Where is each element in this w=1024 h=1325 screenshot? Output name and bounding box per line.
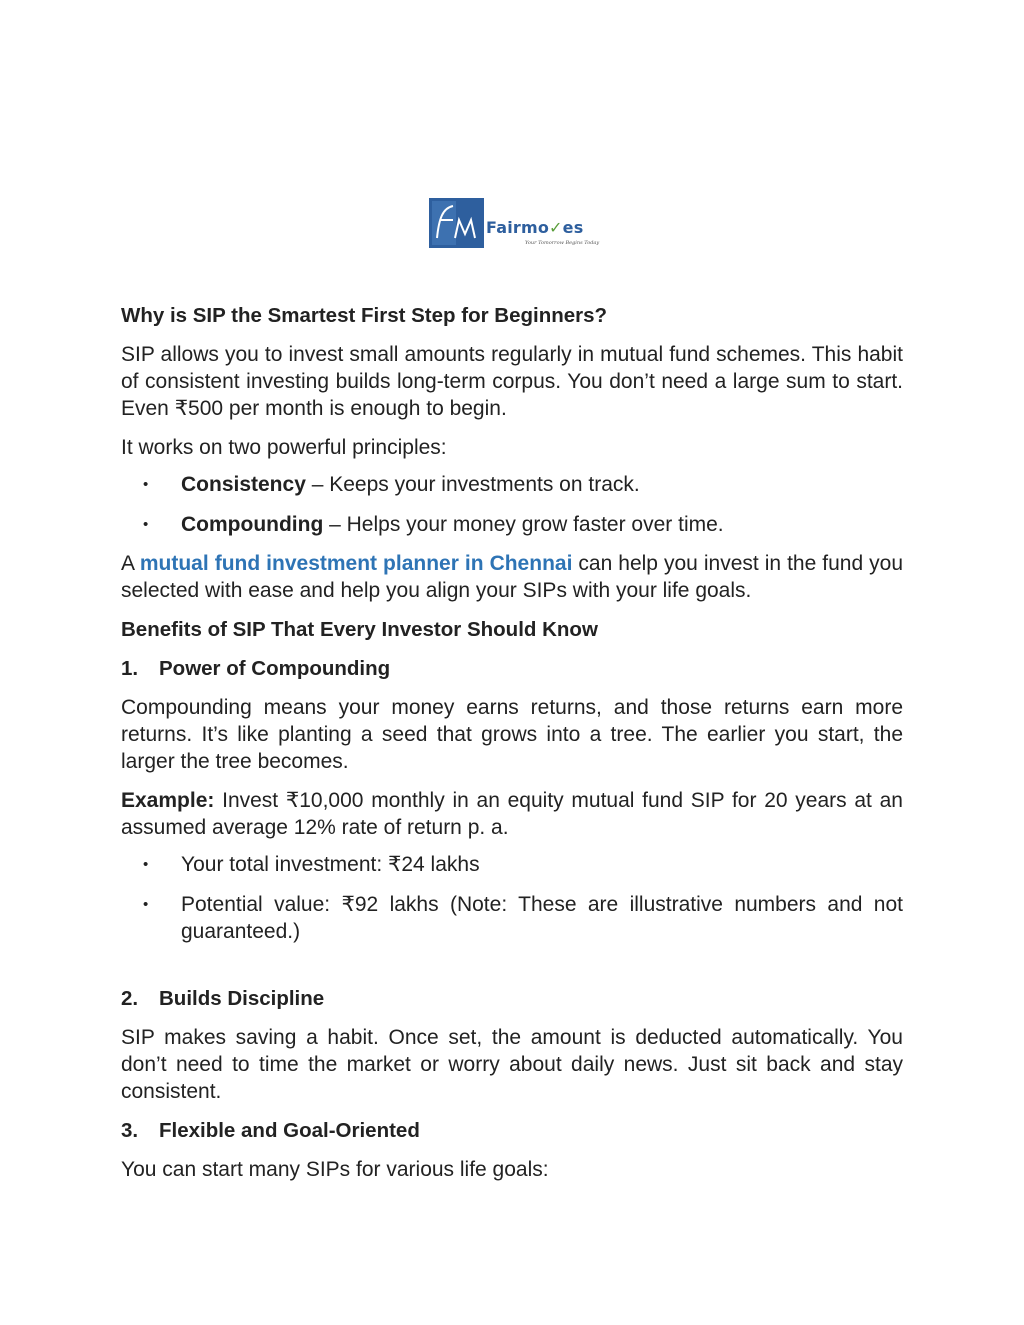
paragraph-discipline: SIP makes saving a habit. Once set, the amount is deducted automatically. You don’t need to time the market or worry about daily news. Just sit back and stay consistent. — [121, 1026, 903, 1103]
paragraph-principles-intro: It works on two powerful principles: — [121, 436, 447, 459]
article-body — [121, 302, 903, 1183]
paragraph-planner: A mutual fund investment planner in Chennai can help you invest in the fund you selected with ease and help you align your SIPs with your life goals. — [121, 552, 904, 602]
list-item: • Compounding – Helps your money grow faster over time. — [143, 513, 724, 536]
tick-icon: ✓ — [549, 218, 563, 237]
list-item: • Your total investment: ₹24 lakhs — [143, 853, 480, 876]
example-list — [121, 851, 903, 945]
bullet-icon: • — [143, 476, 149, 493]
paragraph-example: Example: Invest ₹10,000 monthly in an equity mutual fund SIP for 20 years at an assumed average 12% rate of return p. a. — [121, 789, 903, 839]
bullet-icon: • — [143, 896, 149, 913]
heading-benefits: Benefits of SIP That Every Investor Should Know — [121, 618, 598, 641]
bullet-icon: • — [143, 856, 149, 873]
heading-why-sip: Why is SIP the Smartest First Step for Beginners? — [121, 304, 608, 327]
paragraph-sip-intro: SIP allows you to invest small amounts regularly in mutual fund schemes. This habit of consistent investing builds long-term corpus. You don’t need a large sum to start. Even ₹500 per month is enough to begin. — [121, 343, 903, 420]
fairmoves-logo — [429, 198, 599, 250]
bullet-icon: • — [143, 516, 149, 533]
example-label: Example: — [121, 789, 215, 812]
logo-wordmark: Fairmo✓es — [486, 218, 584, 237]
planner-link[interactable]: mutual fund investment planner in Chennai — [139, 552, 573, 575]
fm-monogram-icon — [429, 198, 484, 248]
section-title-compounding: 1. Power of Compounding — [121, 657, 391, 680]
paragraph-compounding: Compounding means your money earns returns, and those returns earn more returns. It’s like planting a seed that grows into a tree. The earlier you start, the larger the tree becomes. — [121, 696, 903, 773]
section-title-flexible: 3. Flexible and Goal-Oriented — [121, 1119, 420, 1142]
principles-list — [121, 471, 903, 538]
list-item: • Potential value: ₹92 lakhs (Note: These are illustrative numbers and not guaranteed.) — [143, 893, 903, 943]
section-title-discipline: 2. Builds Discipline — [121, 987, 325, 1010]
paragraph-flexible: You can start many SIPs for various life goals: — [121, 1158, 549, 1181]
list-item: • Consistency – Keeps your investments on track. — [143, 473, 640, 496]
logo-tagline: Your Tomorrow Begins Today — [525, 240, 600, 246]
